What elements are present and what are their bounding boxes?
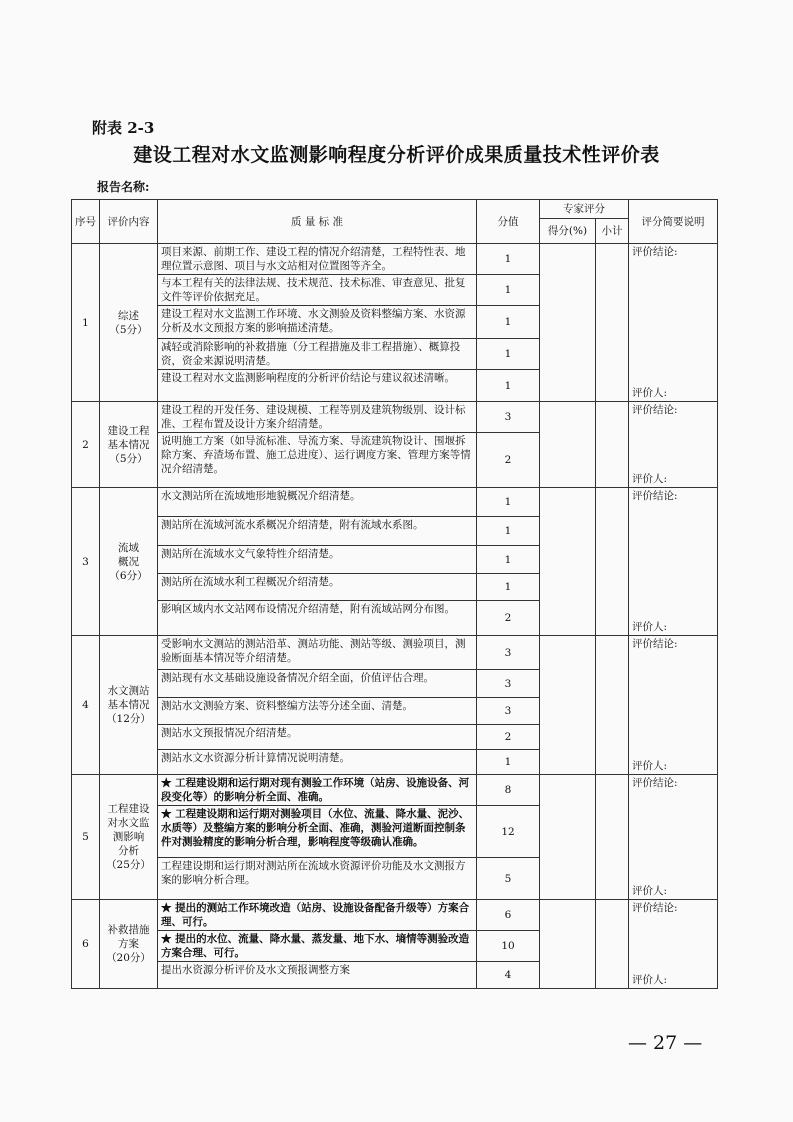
score-value: 2 (477, 601, 540, 636)
quality-standard: 测站水文预报情况介绍清楚。 (158, 725, 477, 750)
score-value: 2 (477, 725, 540, 750)
quality-standard: ★ 工程建设期和运行期对现有测验工作环境（站房、设施设备、河段变化等）的影响分析全面、准确。 (158, 775, 477, 806)
quality-standard: 项目来源、前期工作、建设工程的情况介绍清楚，工程特性表、地理位置示意图、项目与水文站相对位置图等齐全。 (158, 244, 477, 275)
quality-standard: 建设工程的开发任务、建设规模、工程等别及建筑物级别、设计标准、工程布置及设计方案介绍清楚。 (158, 402, 477, 433)
expert-score-cell[interactable] (540, 636, 596, 775)
expert-score-cell[interactable] (540, 244, 596, 402)
score-value: 1 (477, 574, 540, 601)
evaluator-label: 评价人: (632, 621, 668, 633)
score-value: 10 (477, 931, 540, 962)
table-row (72, 775, 718, 806)
score-value: 1 (477, 546, 540, 574)
comment-cell[interactable] (629, 244, 718, 402)
quality-standard: ★ 提出的水位、流量、降水量、蒸发量、地下水、墒情等测验改造方案合理、可行。 (158, 931, 477, 962)
section-item: 流域 概况 （6分） (100, 488, 158, 636)
quality-standard: 工程建设期和运行期对测站所在流域水资源评价功能及水文测报方案的影响分析合理。 (158, 858, 477, 900)
page-number: — 27 — (628, 1032, 703, 1054)
comment-cell[interactable] (629, 775, 718, 900)
table-row (72, 244, 718, 275)
subtotal-cell[interactable] (596, 244, 629, 402)
quality-standard: 提出水资源分析评价及水文预报调整方案 (158, 962, 477, 989)
header-subtotal: 小计 (596, 219, 629, 244)
header-standard: 质 量 标 准 (158, 200, 477, 244)
expert-score-cell[interactable] (540, 900, 596, 989)
expert-score-cell[interactable] (540, 775, 596, 900)
score-value: 1 (477, 244, 540, 275)
score-value: 4 (477, 962, 540, 989)
score-value: 5 (477, 858, 540, 900)
expert-score-cell[interactable] (540, 402, 596, 488)
quality-standard: ★ 提出的测站工作环境改造（站房、设施设备配备升级等）方案合理、可行。 (158, 900, 477, 931)
evaluator-label: 评价人: (632, 387, 668, 399)
subtotal-cell[interactable] (596, 636, 629, 775)
header-expert: 专家评分 (540, 200, 629, 219)
eval-conclusion-label: 评价结论: (632, 404, 678, 416)
score-value: 1 (477, 339, 540, 370)
section-number: 4 (72, 636, 100, 775)
quality-standard: 与本工程有关的法律法规、技术规范、技术标准、审查意见、批复文件等评价依据充足。 (158, 275, 477, 306)
section-item: 综述 （5分） (100, 244, 158, 402)
section-number: 6 (72, 900, 100, 989)
comment-cell[interactable] (629, 402, 718, 488)
quality-standard: 建设工程对水文监测影响程度的分析评价结论与建议叙述清晰。 (158, 370, 477, 402)
comment-cell[interactable] (629, 636, 718, 775)
table-row (72, 636, 718, 670)
section-item: 工程建设 对水文监 测影响 分析 （25分） (100, 775, 158, 900)
score-value: 3 (477, 698, 540, 725)
subtotal-cell[interactable] (596, 775, 629, 900)
section-number: 2 (72, 402, 100, 488)
subtotal-cell[interactable] (596, 402, 629, 488)
eval-conclusion-label: 评价结论: (632, 490, 678, 502)
quality-standard: 测站水文水资源分析计算情况说明清楚。 (158, 750, 477, 775)
report-name-label: 报告名称: (97, 180, 150, 194)
eval-conclusion-label: 评价结论: (632, 246, 678, 258)
quality-standard: ★ 工程建设期和运行期对测验项目（水位、流量、降水量、泥沙、水质等）及整编方案的影响分析全面、准确，测验河道断面控制条件对测验精度的影响分析合理，影响程度等级确认准确。 (158, 806, 477, 858)
quality-standard: 测站所在流域河流水系概况介绍清楚，附有流域水系图。 (158, 517, 477, 546)
section-number: 3 (72, 488, 100, 636)
expert-score-cell[interactable] (540, 488, 596, 636)
quality-standard: 测站所在流域水文气象特性介绍清楚。 (158, 546, 477, 574)
score-value: 6 (477, 900, 540, 931)
score-value: 1 (477, 750, 540, 775)
evaluator-label: 评价人: (632, 974, 668, 986)
table-row (72, 900, 718, 931)
evaluator-label: 评价人: (632, 473, 668, 485)
score-value: 2 (477, 433, 540, 488)
section-item: 水文测站 基本情况 （12分） (100, 636, 158, 775)
score-value: 1 (477, 517, 540, 546)
quality-standard: 测站水文测验方案、资料整编方法等分述全面、清楚。 (158, 698, 477, 725)
attachment-label: 附表 2-3 (92, 119, 155, 137)
header-score: 分值 (477, 200, 540, 244)
comment-cell[interactable] (629, 900, 718, 989)
score-value: 1 (477, 306, 540, 339)
eval-conclusion-label: 评价结论: (632, 638, 678, 650)
evaluator-label: 评价人: (632, 760, 668, 772)
evaluator-label: 评价人: (632, 885, 668, 897)
score-value: 12 (477, 806, 540, 858)
subtotal-cell[interactable] (596, 900, 629, 989)
header-no: 序号 (72, 200, 100, 244)
header-item: 评价内容 (100, 200, 158, 244)
section-number: 1 (72, 244, 100, 402)
score-value: 3 (477, 402, 540, 433)
section-item: 补救措施 方案 （20分） (100, 900, 158, 989)
quality-standard: 测站所在流域水利工程概况介绍清楚。 (158, 574, 477, 601)
table-row (72, 402, 718, 433)
score-value: 1 (477, 488, 540, 517)
eval-conclusion-label: 评价结论: (632, 777, 678, 789)
subtotal-cell[interactable] (596, 488, 629, 636)
score-value: 1 (477, 370, 540, 402)
section-item: 建设工程 基本情况 （5分） (100, 402, 158, 488)
table-row (72, 488, 718, 517)
section-number: 5 (72, 775, 100, 900)
score-value: 8 (477, 775, 540, 806)
quality-standard: 说明施工方案（如导流标准、导流方案、导流建筑物设计、围堰拆除方案、弃渣场布置、施工总进度）、运行调度方案、管理方案等情况介绍清楚。 (158, 433, 477, 488)
quality-standard: 影响区域内水文站网布设情况介绍清楚，附有流域站网分布图。 (158, 601, 477, 636)
score-value: 3 (477, 636, 540, 670)
table-body (72, 244, 718, 989)
header-get-score: 得分(%) (540, 219, 596, 244)
comment-cell[interactable] (629, 488, 718, 636)
eval-conclusion-label: 评价结论: (632, 902, 678, 914)
quality-standard: 减轻或消除影响的补救措施（分工程措施及非工程措施）、概算投资，资金来源说明清楚。 (158, 339, 477, 370)
evaluation-table (71, 199, 718, 989)
score-value: 1 (477, 275, 540, 306)
header-comment: 评分简要说明 (629, 200, 718, 244)
quality-standard: 测站现有水文基础设施设备情况介绍全面，价值评估合理。 (158, 670, 477, 698)
page-title: 建设工程对水文监测影响程度分析评价成果质量技术性评价表 (133, 144, 660, 166)
quality-standard: 建设工程对水文监测工作环境、水文测验及资料整编方案、水资源分析及水文预报方案的影响描述清楚。 (158, 306, 477, 339)
score-value: 3 (477, 670, 540, 698)
quality-standard: 受影响水文测站的测站沿革、测站功能、测站等级、测验项目，测验断面基本情况等介绍清楚。 (158, 636, 477, 670)
quality-standard: 水文测站所在流域地形地貌概况介绍清楚。 (158, 488, 477, 517)
